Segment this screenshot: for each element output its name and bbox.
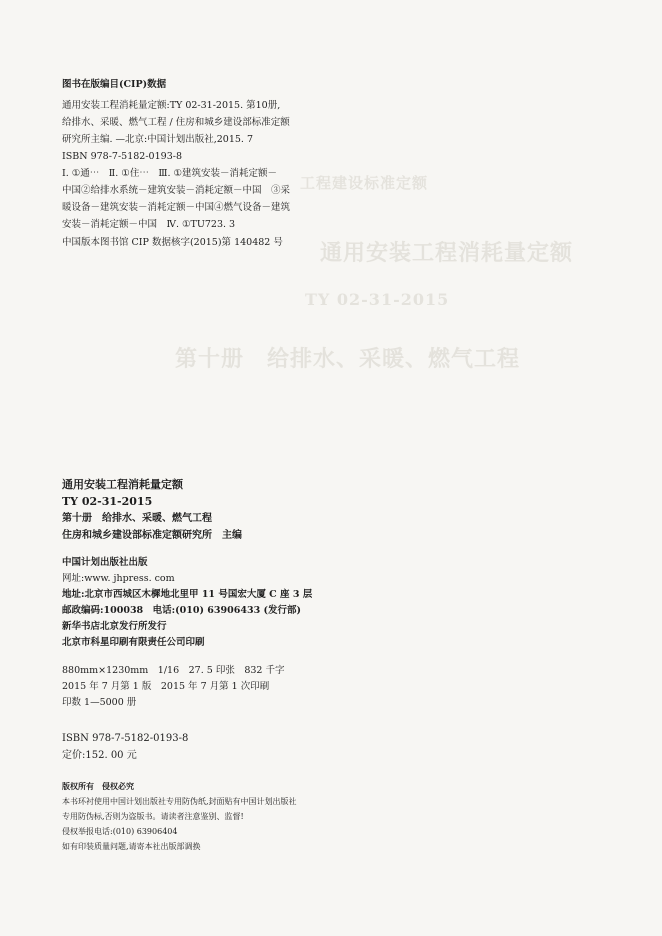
format-line: 880mm×1230mm 1/16 27. 5 印张 832 千字 <box>62 665 285 676</box>
cip-description <box>62 97 290 165</box>
printer: 北京市科星印刷有限责任公司印刷 <box>62 637 205 648</box>
volume-title: 第十册 给排水、采暖、燃气工程 <box>62 513 212 524</box>
edition-line: 2015 年 7 月第 1 版 2015 年 7 月第 1 次印刷 <box>62 681 270 692</box>
rights-line: 本书环衬使用中国计划出版社专用防伪纸,封面贴有中国计划出版社 <box>62 797 297 806</box>
rights-heading: 版权所有 侵权必究 <box>62 781 134 791</box>
isbn-number: ISBN 978-7-5182-0193-8 <box>62 733 189 744</box>
print-run-line: 印数 1—5000 册 <box>62 697 137 708</box>
book-title: 通用安装工程消耗量定额 <box>62 478 183 491</box>
rights-line: 如有印装质量问题,请寄本社出版部调换 <box>62 842 201 851</box>
cip-isbn-line: ISBN 978-7-5182-0193-8 <box>62 151 182 162</box>
bleed-through-series: 工程建设标准定额 <box>300 174 429 192</box>
cip-number: 中国版本图书馆 CIP 数据核字(2015)第 140482 号 <box>62 237 283 248</box>
price: 定价:152. 00 元 <box>62 750 137 761</box>
distributor: 新华书店北京发行所发行 <box>62 621 167 632</box>
cip-heading: 图书在版编目(CIP)数据 <box>62 79 167 90</box>
cip-description-line: 研究所主编. —北京:中国计划出版社,2015. 7 <box>62 134 254 145</box>
rights-notice <box>62 779 297 854</box>
book-info <box>62 476 242 544</box>
print-specs <box>62 663 284 711</box>
publisher-name: 中国计划出版社出版 <box>62 557 148 568</box>
cip-subject-line: 中国②给排水系统－建筑安装－消耗定额－中国 ③采 <box>62 185 291 196</box>
cip-description-line: 通用安装工程消耗量定额:TY 02-31-2015. 第10册, <box>62 100 281 111</box>
rights-line: 侵权举报电话:(010) 63906404 <box>62 827 178 836</box>
publisher-address: 地址:北京市西城区木樨地北里甲 11 号国宏大厦 C 座 3 层 <box>62 589 313 600</box>
cip-subject-line: 暖设备－建筑安装－消耗定额－中国④燃气设备－建筑 <box>62 202 291 213</box>
publisher-info <box>62 555 312 651</box>
cip-description-line: 给排水、采暖、燃气工程 / 住房和城乡建设部标准定额 <box>62 117 290 128</box>
bleed-through-code: TY 02-31-2015 <box>305 290 450 309</box>
standard-code: TY 02-31-2015 <box>62 495 153 508</box>
publisher-postcode-phone: 邮政编码:100038 电话:(010) 63906433 (发行部) <box>62 605 301 616</box>
isbn-block <box>62 730 188 764</box>
publisher-website: 网址:www. jhpress. com <box>62 573 175 584</box>
rights-line: 专用防伪标,否则为盗版书。请读者注意鉴别、监督! <box>62 812 244 821</box>
editor-line: 住房和城乡建设部标准定额研究所 主编 <box>62 530 242 541</box>
bleed-through-title: 通用安装工程消耗量定额 <box>320 240 574 266</box>
bleed-through-volume: 第十册 给排水、采暖、燃气工程 <box>175 346 521 372</box>
cip-subjects <box>62 165 290 233</box>
cip-subject-line: Ⅰ. ①通⋯ Ⅱ. ①住⋯ Ⅲ. ①建筑安装－消耗定额－ <box>62 168 278 179</box>
cip-subject-line: 安装－消耗定额－中国 Ⅳ. ①TU723. 3 <box>62 219 236 230</box>
